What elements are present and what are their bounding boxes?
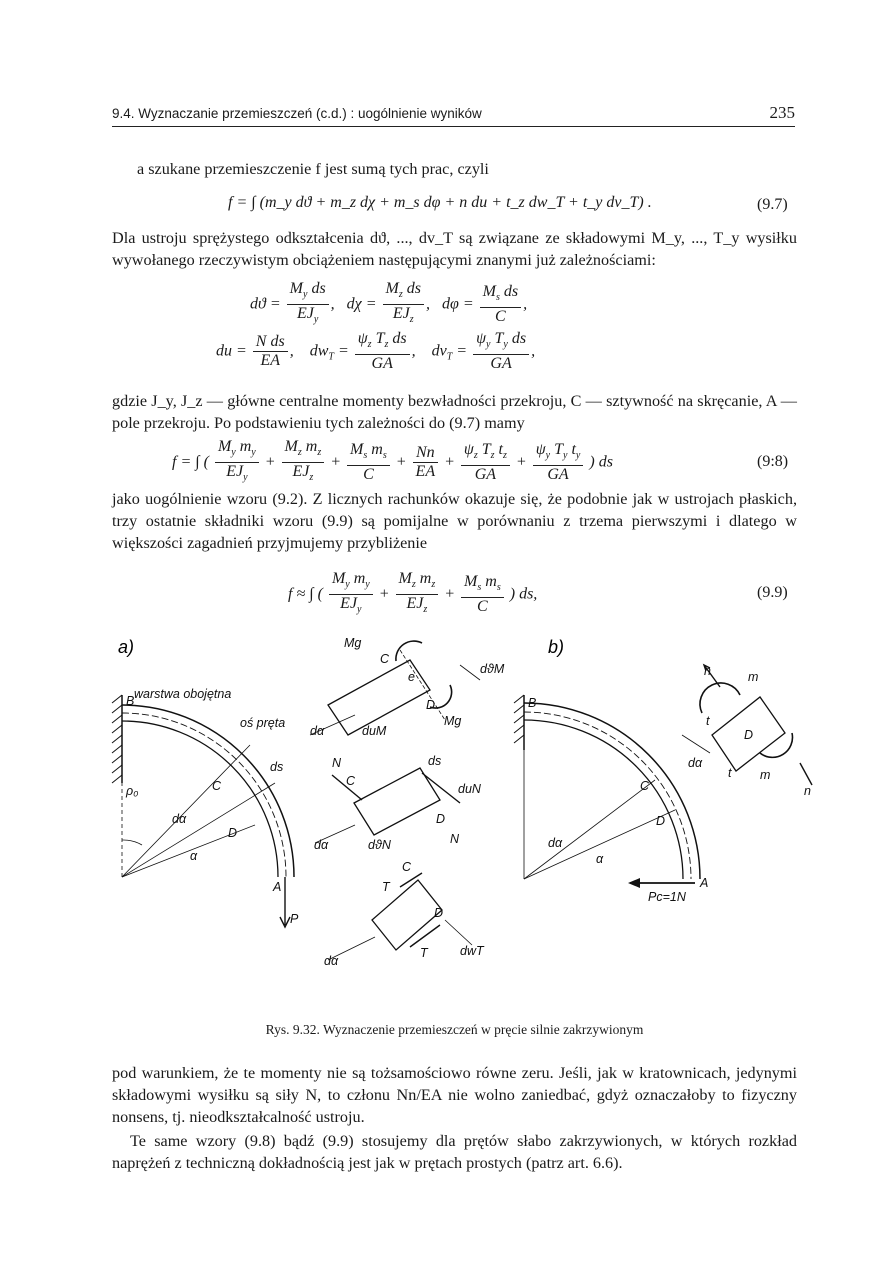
du-n-label: duN: [458, 782, 481, 796]
alpha-label-a: α: [190, 849, 198, 863]
alpha-label-b: α: [596, 852, 604, 866]
header-title: 9.4. Wyznaczanie przemieszczeń (c.d.) : uogólnienie wyników: [112, 106, 482, 121]
d-label-t: D: [434, 906, 444, 920]
eq97-number: (9.7): [757, 196, 788, 213]
page-number: 235: [769, 103, 795, 122]
warstwa-label: warstwa obojętna: [134, 687, 232, 701]
equation-9-9: f ≈ ∫ ( $\frac{M_y m_y}{EJ_y}$ + $\frac{M_z m_z}{EJ_z}$ + $\frac{M_s m_s}{C}$ ) ds,: [288, 570, 538, 616]
paragraph-2: [112, 227, 797, 271]
eq97-body: f = ∫ (m_y dϑ + m_z dχ + m_s dφ + n du + t_z dw_T + t_y dv_T) .: [228, 194, 652, 211]
c-label-a: C: [212, 779, 222, 793]
a-label-b: A: [700, 876, 709, 890]
relations-row-1: dϑ = $\frac{M_y ds}{EJ_y}$ , dχ = $\frac{M_z ds}{EJ_z}$ , dφ = $\frac{M_s ds}{C}$ ,: [250, 280, 528, 326]
dtheta-m-label: dϑM: [480, 662, 505, 676]
label-b-b: B: [528, 696, 537, 710]
eq99-number: (9.9): [757, 584, 788, 601]
p5-text: pod warunkiem, że te momenty nie są tożsamościowo równe zeru. Jeśli, jak w kratownicach, jedynymi składowymi wysiłku są siły N, to członu Nn/EA nie wolno zaniedbać, gdyż oznaczałoby to fizyczny nonsens, tj. nieodkształcalność ustroju.: [112, 1064, 797, 1126]
label-b-a: B: [126, 694, 135, 708]
equation-9-7: [228, 194, 652, 212]
d-label-m: D: [426, 698, 436, 712]
n-small-bottom: n: [804, 784, 811, 798]
t-small-bottom: t: [728, 766, 732, 780]
du-m-label: duM: [362, 724, 387, 738]
n-label-top: N: [332, 756, 342, 770]
intro-line: [137, 158, 797, 180]
ds-label-n: ds: [428, 754, 442, 768]
dalpha-label-t: dα: [324, 954, 339, 968]
dalpha-label-m: dα: [310, 724, 325, 738]
d-label-b: D: [656, 814, 666, 828]
dalpha-label-a: dα: [172, 812, 187, 826]
p3-text: gdzie J_y, J_z — główne centralne momenty bezwładności przekroju, C — sztywność na skręcanie, A — pole przekroju. Po podstawieniu tych zależności do (9.7) mamy: [112, 392, 797, 432]
curved-bar-a: [122, 705, 294, 877]
n-label-bottom: N: [450, 832, 460, 846]
mg-label-bottom: Mg: [444, 714, 462, 728]
dalpha-label-unit: dα: [688, 756, 703, 770]
t-label-top: T: [382, 880, 390, 894]
wall-a: [112, 695, 122, 783]
d-label-a: D: [228, 826, 238, 840]
relations-row-2: du = $\frac{\text{N ds}}{EA}$ , $dw_T$ = $\frac{\psi_z T_z ds}{GA}$ , $dv_T$ = $\frac{\psi_y T_y ds}{GA}$ ,: [216, 330, 536, 373]
p2-text: Dla ustroju sprężystego odkształcenia dϑ, ..., dv_T są związane ze składowymi M_y, ..., T_y wysiłku wywołanego rzeczywistym obciążeniem następującymi znanymi już zależnościami:: [112, 229, 797, 269]
figure-9-32: [100, 625, 820, 1015]
c-label-t: C: [402, 860, 412, 874]
dtheta-n-label: dϑN: [368, 838, 391, 852]
os-preta-label: oś pręta: [240, 716, 286, 730]
c-label-b: C: [640, 779, 650, 793]
rho-label: ρ₀: [126, 784, 139, 798]
dw-t-label: dwT: [460, 944, 484, 958]
label-b: b): [548, 637, 565, 657]
element-normal: [315, 768, 460, 843]
ds-label-a: ds: [270, 760, 284, 774]
dalpha-label-b: dα: [548, 836, 563, 850]
intro-text: a szukane przemieszczenie f jest sumą tych prac, czyli: [137, 160, 489, 178]
c-label-n: C: [346, 774, 356, 788]
figure-caption: Rys. 9.32. Wyznaczenie przemieszczeń w pręcie silnie zakrzywionym: [265, 1022, 644, 1037]
dalpha-label-n: dα: [314, 838, 329, 852]
c-label-m: C: [380, 652, 390, 666]
element-shear: [328, 873, 472, 960]
eq98-number: (9:8): [757, 453, 789, 470]
paragraph-4: [112, 488, 797, 554]
d-label-n: D: [436, 812, 446, 826]
paragraph-3: [112, 390, 797, 434]
p-label: P: [290, 912, 299, 926]
t-label-bottom: T: [420, 946, 428, 960]
curved-bar-b: [524, 703, 700, 879]
label-a: a): [118, 637, 135, 657]
d-label-unit: D: [744, 728, 754, 742]
a-label: A: [273, 880, 282, 894]
n-small-top: n: [704, 664, 711, 678]
p6-text: Te same wzory (9.8) bądź (9.9) stosujemy dla prętów słabo zakrzywionych, w których rozkład naprężeń z techniczną dokładnością jest jak w prętach prostych (patrz art. 6.6).: [112, 1132, 797, 1172]
paragraph-5: [112, 1062, 797, 1128]
t-small-top: t: [706, 714, 710, 728]
running-header: [112, 104, 795, 127]
m-small-bottom: m: [760, 768, 771, 782]
m-small-top: m: [748, 670, 759, 684]
paragraph-6: [112, 1130, 797, 1174]
mg-label-top: Mg: [344, 636, 362, 650]
e-label: e: [408, 670, 415, 684]
pc-label: Pc=1N: [648, 890, 686, 904]
p4-text: jako uogólnienie wzoru (9.2). Z licznych rachunków okazuje się, że podobnie jak w ustrojach płaskich, trzy ostatnie składniki wzoru (9.9) są pomijalne w porównaniu z trzema pierwszymi i dlatego w większości zagadnień przyjmujemy przybliżenie: [112, 490, 797, 552]
equation-9-8: f = ∫ ( $\frac{M_y m_y}{EJ_y}$ + $\frac{M_z m_z}{EJ_z}$ + $\frac{M_s m_s}{C}$ + $\frac{Nn}{EA}$ + $\frac{\psi_z T_z t_z}{GA}$ + $\frac{\psi_y T_y t_y}{GA}$ ) ds: [172, 438, 613, 484]
wall-b: [514, 695, 524, 750]
